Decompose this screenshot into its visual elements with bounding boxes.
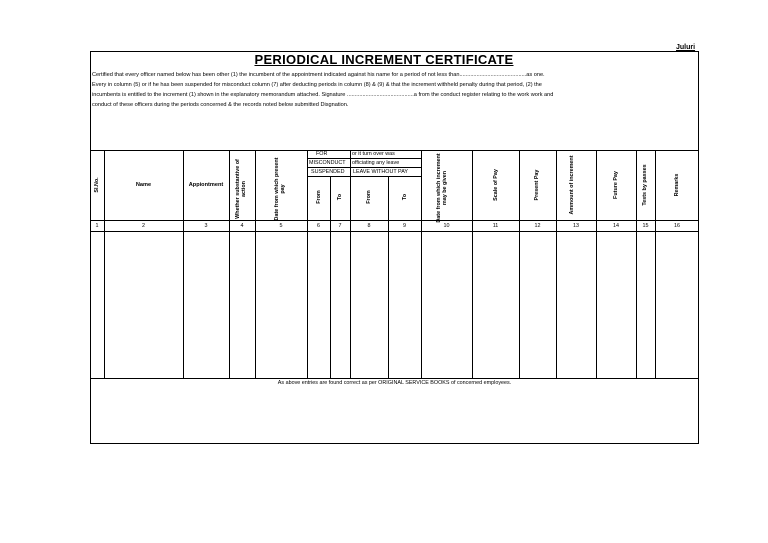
column-number: 1	[95, 223, 99, 229]
paragraph-line: incumbents is entitled to the increment (1) shown in the explanatory memorandum attached. Signature ...........................................a from the conduct register relating to the work work and	[92, 92, 554, 98]
header-date-present-pay: Date from which present pay	[274, 157, 286, 221]
column-divider	[472, 150, 473, 378]
column-number: 13	[573, 223, 579, 229]
column-divider	[388, 176, 389, 378]
table-header-bottom-rule	[90, 220, 699, 221]
header-present-pay: Present Pay	[534, 169, 540, 201]
header-amount-increment: Ammount of increment	[569, 155, 575, 215]
corner-label: Juluri	[676, 44, 696, 51]
column-number: 4	[240, 223, 244, 229]
column-divider	[655, 150, 656, 378]
header-leave-without-pay: LEAVE WITHOUT PAY	[353, 169, 409, 175]
header-scale-of-pay: Scale of Pay	[493, 169, 499, 201]
header-sl-no: Sl.No.	[94, 177, 100, 193]
column-divider	[636, 150, 637, 378]
column-number: 16	[674, 223, 680, 229]
column-divider	[350, 150, 351, 378]
header-officiating: officiating any leave	[352, 160, 400, 166]
header-suspended: SUSPENDED	[311, 169, 345, 175]
header-remarks: Remarks	[674, 173, 680, 197]
header-tests-passed: Tests by passes	[642, 164, 648, 206]
header-date-increment: Date from which increment may be given	[436, 153, 448, 223]
paragraph-line: Every in column (5) or if he has been suspended for misconduct column (7) after deducting periods in column (8) & (9) & that the increment withheld penalty during that period, (2) the	[92, 82, 542, 88]
column-number: 3	[204, 223, 208, 229]
page-title: PERIODICAL INCREMENT CERTIFICATE	[254, 52, 514, 67]
header-substantive: Whether substantive of action	[235, 159, 247, 219]
column-number: 6	[317, 223, 320, 229]
column-divider	[421, 150, 422, 378]
subheader-rule	[307, 176, 421, 177]
column-number: 5	[279, 223, 283, 229]
header-from-2: From	[366, 190, 372, 204]
header-for: FOR	[316, 151, 328, 157]
column-number: 15	[642, 223, 649, 229]
header-to-1: To	[337, 193, 343, 201]
column-divider	[330, 176, 331, 378]
header-name: Name	[135, 182, 152, 188]
paragraph-line: conduct of these officers during the periods concerned & the records noted below submitted Disgnation.	[92, 102, 349, 108]
subheader-rule	[307, 158, 421, 159]
column-divider	[519, 150, 520, 378]
column-number: 9	[403, 223, 406, 229]
paragraph-line: Certified that every officer named below has been other (1) the incumbent of the appointment indicated against his name for a period of not less than...........................................as one.	[92, 72, 545, 78]
column-number: 7	[338, 223, 342, 229]
table-bottom-rule	[90, 378, 699, 379]
header-appointment: Appiontment	[188, 182, 224, 188]
certification-paragraph	[92, 70, 696, 110]
header-future-pay: Future Pay	[613, 171, 619, 199]
column-number: 12	[534, 223, 541, 229]
header-to-2: To	[402, 193, 408, 201]
column-number-rule	[90, 231, 699, 232]
column-number: 14	[613, 223, 619, 229]
column-number: 2	[142, 223, 145, 229]
header-turn-over: or it turn over was	[352, 151, 395, 157]
column-number: 11	[492, 223, 499, 229]
column-divider	[307, 150, 308, 378]
column-number: 10	[443, 223, 450, 229]
header-misconduct: MISCONDUCT	[309, 160, 346, 166]
column-number: 8	[367, 223, 371, 229]
column-divider	[556, 150, 557, 378]
column-divider	[255, 150, 256, 378]
footer-note: As above entries are found correct as per ORIGINAL SERVICE BOOKS of concerned employees.	[277, 380, 512, 386]
header-from-1: From	[316, 190, 322, 204]
column-divider	[596, 150, 597, 378]
subheader-rule	[307, 167, 421, 168]
column-divider	[229, 150, 230, 378]
